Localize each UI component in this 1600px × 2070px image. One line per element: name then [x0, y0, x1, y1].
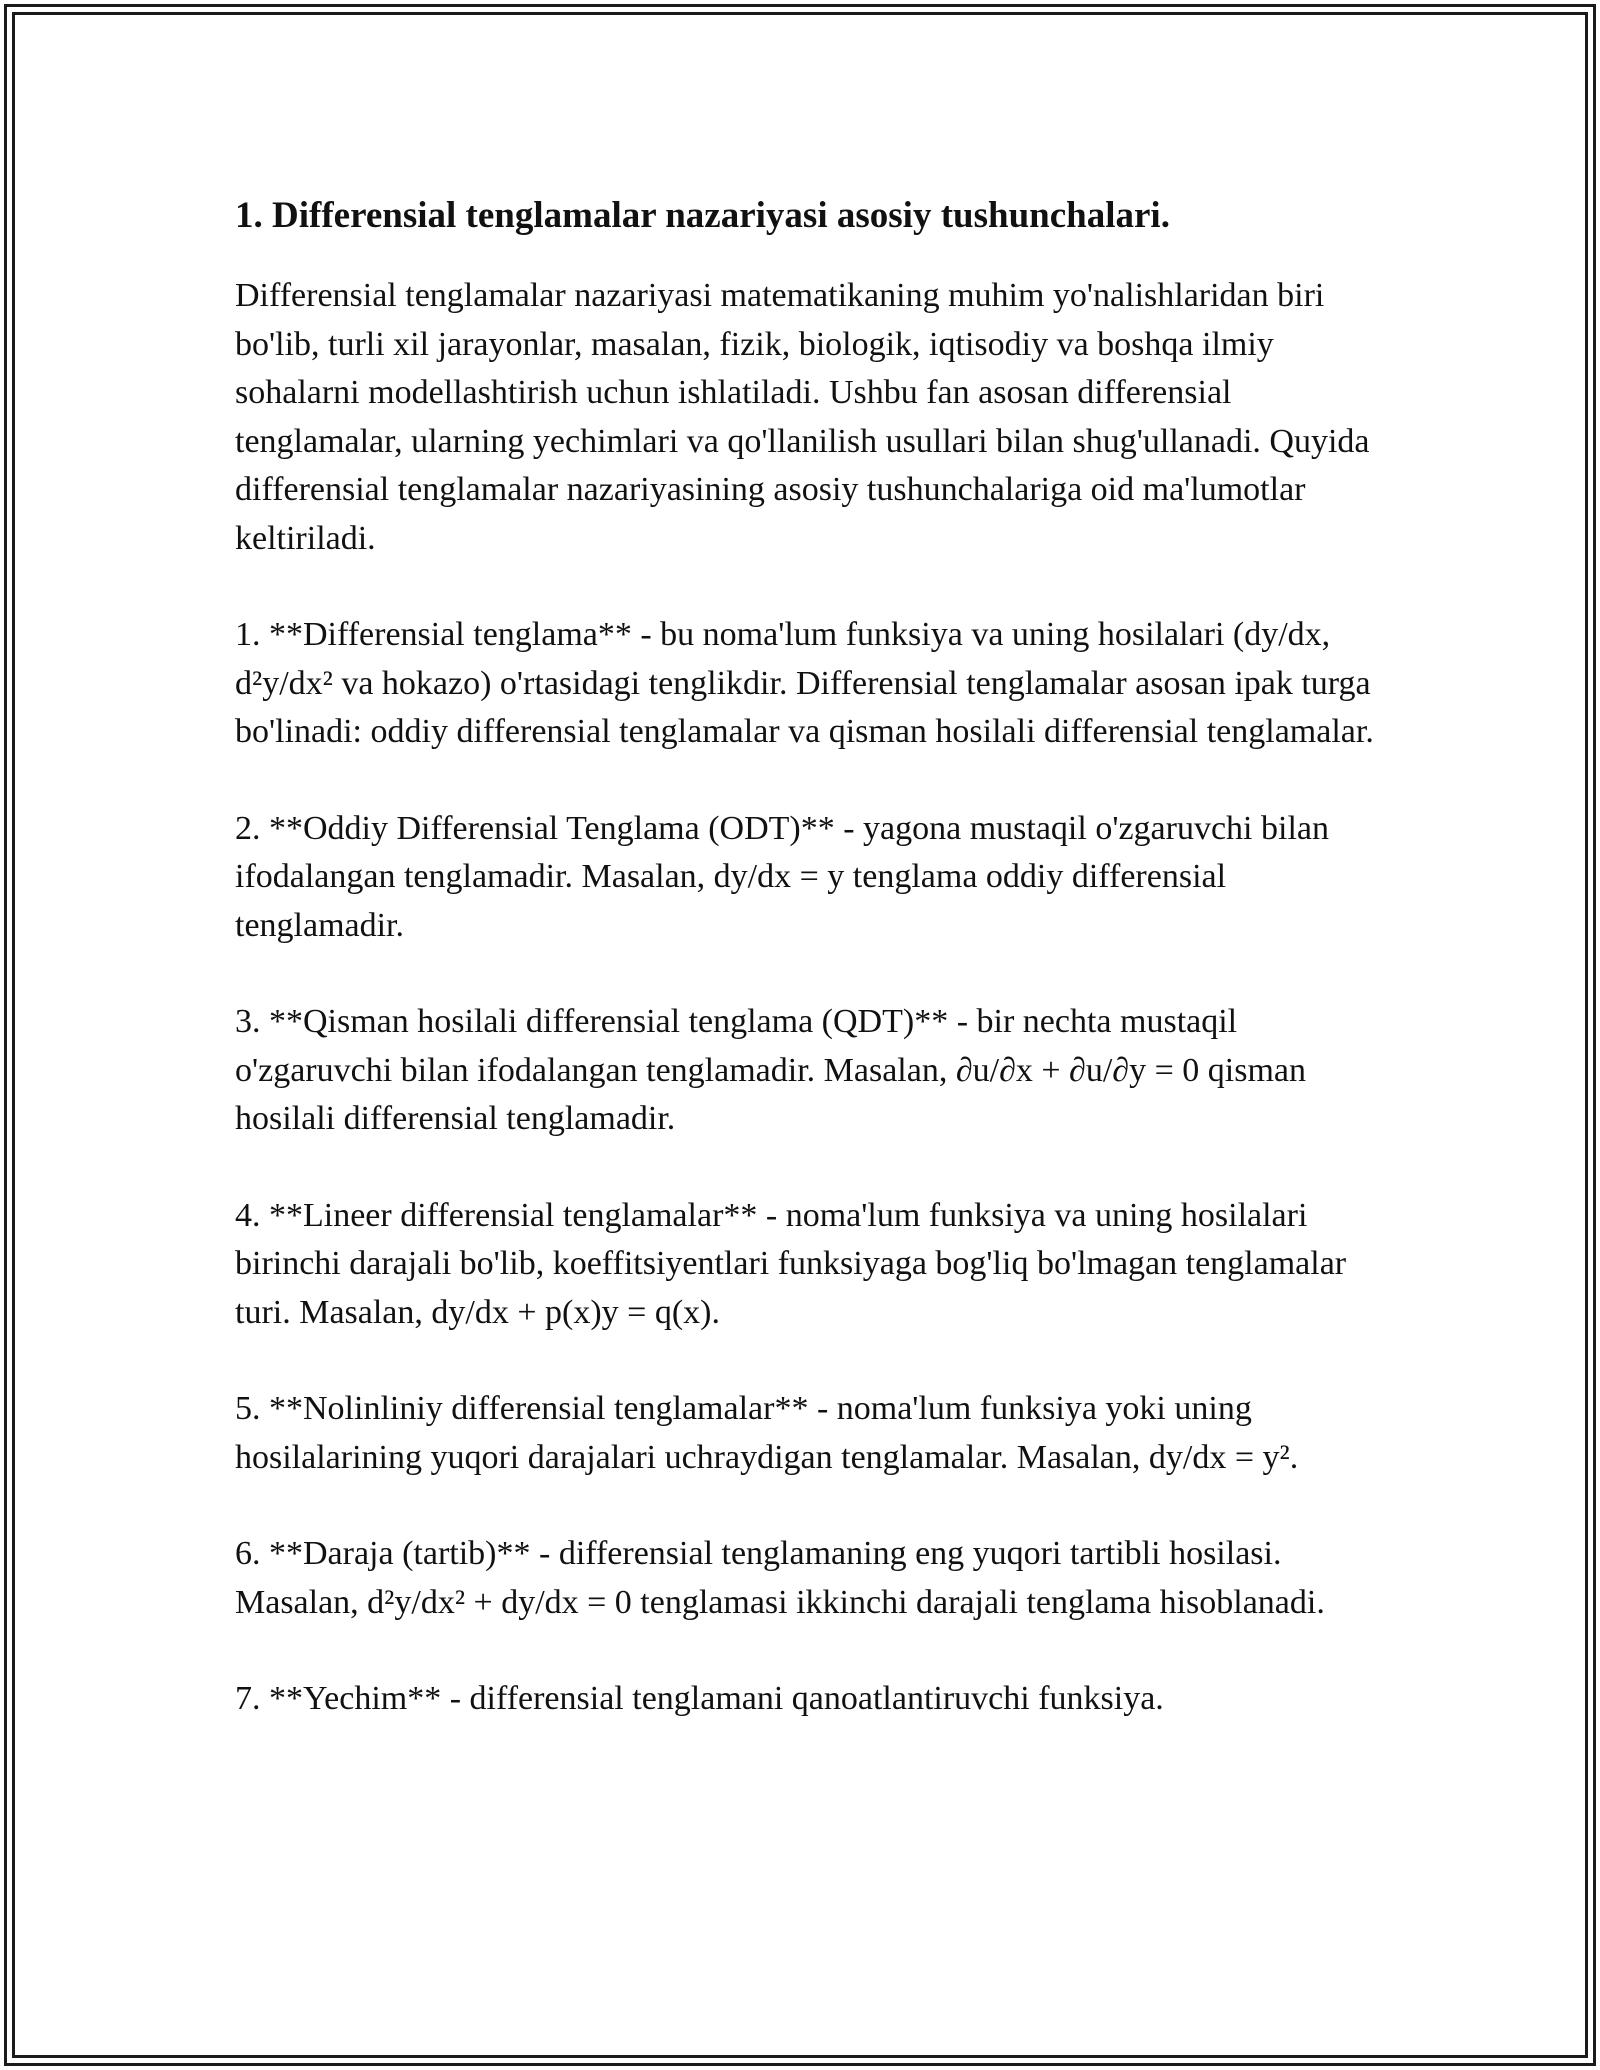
list-item-1: 1. **Differensial tenglama** - bu noma'lum funksiya va uning hosilalari (dy/dx, d²y/dx² va hokazo) o'rtasidagi tenglikdir. Differensial tenglamalar asosan ipak turga bo'linadi: oddiy differensial tenglamalar va qisman hosilali differensial tenglamalar. — [235, 616, 1374, 750]
list-item-3: 3. **Qisman hosilali differensial tenglama (QDT)** - bir nechta mustaqil o'zgaruvchi bilan ifodalangan tenglamadir. Masalan, ∂u/∂x + ∂u/∂y = 0 qisman hosilali differensial tenglamadir. — [235, 1003, 1306, 1137]
intro-paragraph: Differensial tenglamalar nazariyasi matematikaning muhim yo'nalishlaridan biri bo'lib, turli xil jarayonlar, masalan, fizik, biologik, iqtisodiy va boshqa ilmiy sohalarni modellashtirish uchun ishlatiladi. Ushbu fan asosan differensial tenglamalar, ularning yechimlari va qo'llanilish usullari bilan shug'ullanadi. Quyida differensial tenglamalar nazariyasining asosiy tushunchalariga oid ma'lumotlar keltiriladi. — [235, 277, 1370, 557]
document-body — [235, 186, 1375, 1772]
list-item-4: 4. **Lineer differensial tenglamalar** - noma'lum funksiya va uning hosilalari birinchi darajali bo'lib, koeffitsiyentlari funksiyaga bog'liq bo'lmagan tenglamalar turi. Masalan, dy/dx + p(x)y = q(x). — [235, 1196, 1347, 1331]
document-title: 1. Differensial tenglamalar nazariyasi asosiy tushunchalari. — [235, 195, 1170, 236]
list-item-5: 5. **Nolinliniy differensial tenglamalar** - noma'lum funksiya yoki uning hosilalarining yuqori darajalari uchraydigan tenglamalar. Masalan, dy/dx = y². — [235, 1390, 1299, 1476]
list-item-7: 7. **Yechim** - differensial tenglamani qanoatlantiruvchi funksiya. — [235, 1680, 1164, 1717]
list-item-6: 6. **Daraja (tartib)** - differensial tenglamaning eng yuqori tartibli hosilasi. Masalan, d²y/dx² + dy/dx = 0 tenglamasi ikkinchi darajali tenglama hisoblanadi. — [235, 1535, 1325, 1621]
list-item-2: 2. **Oddiy Differensial Tenglama (ODT)** - yagona mustaqil o'zgaruvchi bilan ifodalangan tenglamadir. Masalan, dy/dx = y tenglama oddiy differensial tenglamadir. — [235, 809, 1329, 944]
